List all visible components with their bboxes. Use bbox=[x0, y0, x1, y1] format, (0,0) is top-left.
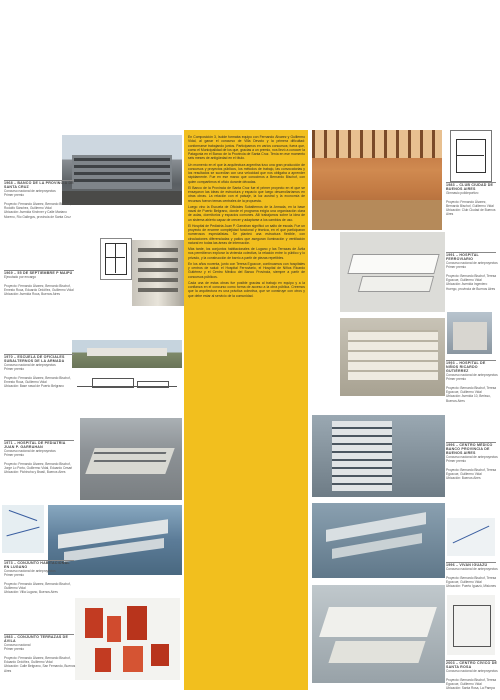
essay-paragraph: Más tarde, los conjuntos habitacionales de Lugano y las Terrazas de Ávila nos permitieron explorar la vivienda colectiva, la relación entre lo público y lo privado, y la construcción de barrio a partir de piezas repetibles. bbox=[188, 247, 305, 260]
photo-hospital-garrahan bbox=[80, 418, 182, 500]
caption-text: Concurso nacional de anteproyectos Proyecto: Bernardo Bischof, Teresa Egozcue, Guillermo Vidal Ubicación: Santa Rosa, La Pampa bbox=[446, 669, 498, 691]
caption-title: 1996 – VIVAN IGUAZÚ bbox=[446, 563, 488, 567]
drawing-santa-rosa-aerial bbox=[447, 595, 495, 655]
caption-text: Concurso nacional Primer premio Proyecto: Fernando Álvarez, Bernardo Bischof, Eduardo Ordóñez, Guillermo Vidal Ubicación: Calle Belgrano, San Fernando, Buenos Aires bbox=[4, 643, 76, 673]
drawing-gimnasio-plan bbox=[450, 130, 492, 182]
caption-text: Concurso nacional de anteproyectos Primer premio Proyecto: Fernando Álvarez, Bernardo Bischof, Rodolfo Sánchez, Guillermo Vidal Ubicación: Avenida Kirchner y Calle Mariano Moreno, Río Gallegos, provincia de Santa Cruz bbox=[4, 189, 71, 219]
caption-text: Concurso nacional de anteproyectos Primer premio Proyecto: Fernando Álvarez, Bernardo Bischof, Ernesto Roca, Guillermo Vidal Ubicación: Base naval de Puerto Belgrano bbox=[4, 363, 71, 389]
photo-gimnasio-interior bbox=[312, 130, 442, 230]
caption-text: Concurso nacional de anteproyectos Primer premio Proyecto: Bernardo Bischof, Teresa Egozcue, Guillermo Vidal Ubicación: Avenida Ingeniero Huergo, provincia de Buenos Aires bbox=[446, 261, 498, 291]
essay-paragraph: Un momento en el que la arquitectura argentina tuvo una gran producción de concursos y proyectos públicos, los métodos de trabajo, las convocatorias y los resultados se sucedían con una velocidad que nos obligaba a aprender rápidamente. Fue en ese marco que conocimos a Bernardo Bischof, con quien compartimos el oficio durante décadas. bbox=[188, 162, 305, 184]
caption-2003 bbox=[446, 658, 498, 690]
essay-paragraph: El Hospital de Pediatría Juan P. Garrahan significó un salto de escala. Fue un proyecto de enorme complejidad funcional y técnica, en el que participaron numerosos especialistas. Se planteó una estructura flexible, con circulaciones diferenciadas y patios que aseguran iluminación y ventilación natural en todas las áreas de internación. bbox=[188, 223, 305, 245]
caption-title: 1983 – CONJUNTO TERRAZAS DE ÁVILA bbox=[4, 635, 69, 643]
drawing-escuela-section bbox=[72, 372, 182, 398]
caption-text: Concurso nacional de anteproyectos Primer premio Proyecto: Bernardo Bischof, Teresa Egozcue, Guillermo Vidal Ubicación: Buenos Aires bbox=[446, 455, 498, 481]
caption-text: Concurso nacional de anteproyectos Primer premio Proyecto: Fernando Álvarez, Bernardo Bischof, Jorge Lo Porto, Guillermo Vidal, Eduardo Cesari Ubicación: Pichincha y Brasil, Buenos Aires bbox=[4, 449, 73, 475]
photo-centro-civico-santa-rosa bbox=[312, 585, 445, 683]
caption-1996-iguazu bbox=[446, 560, 498, 588]
caption-1973 bbox=[4, 558, 76, 595]
caption-1969 bbox=[4, 268, 76, 296]
essay-paragraph: Luego vino la Escuela de Oficiales Subalternos de la Armada, en la base naval de Puerto Belgrano, donde el programa exigía una organización clara de aulas, dormitorios y espacios comunes. Allí trabajamos sobre la idea de un sistema abierto capaz de crecer y adaptarse a los cambios de uso. bbox=[188, 204, 305, 222]
caption-title: 1970 – ESCUELA DE OFICIALES SUBALTERNOS DE LA ARMADA bbox=[4, 355, 65, 363]
caption-1996-centro-medico bbox=[446, 440, 498, 481]
caption-title: 2003 – CENTRO CÍVICO DE SANTA ROSA bbox=[446, 661, 498, 669]
photo-escuela-armada bbox=[72, 340, 182, 368]
caption-title: 1968 – BANCO DE LA PROVINCIA DE SANTA CRUZ bbox=[4, 181, 74, 189]
caption-title: 1991 – HOSPITAL FERROVIARIO bbox=[446, 253, 479, 261]
essay-paragraph: En Composición 3, Isolde formaba equipo con Fernando Álvarez y Guillermo Vidal, al ganar el concurso de Villa Devoto y la primera dificultad: conformarse trabajando juntos. Participamos en varios concursos; fuera que, como el Municipalidad de los que, gracias a un premio, nos llevó a conocer la Patagonia en el Banco de la Provincia de Santa Cruz. Tenía en ese momento seis meses de antigüedad en el título. bbox=[188, 135, 305, 161]
photo-plan-maipu bbox=[100, 238, 132, 280]
caption-text: Gimnasio polideportivo Proyecto: Fernando Álvarez, Bernardo Bischof, Guillermo Vidal Ubicación: Club Ciudad de Buenos Aires bbox=[446, 191, 496, 217]
photo-vivan-iguazu-model bbox=[312, 503, 445, 578]
caption-1983-club bbox=[446, 180, 498, 217]
essay-paragraph: Cada una de estas obras fue posible gracias al trabajo en equipo y a la confianza en el concurso como forma de acceso a la obra pública. Creemos que la arquitectura es una práctica colectiva, que se construye con otros y que debe estar al servicio de la comunidad. bbox=[188, 280, 305, 298]
essay-paragraph: En los años noventa, junto con Teresa Egozcue, continuamos con hospitales y centros de salud: el Hospital Ferroviario, el Hospital de Niños Ricardo Gutiérrez y el Centro Médico del Banco Provincia, siempre a partir de concursos públicos. bbox=[188, 261, 305, 279]
caption-title: 1996 – CENTRO MÉDICO BANCO PROVINCIA DE BUENOS AIRES bbox=[446, 443, 493, 455]
photo-centro-medico-banco bbox=[312, 415, 445, 497]
caption-text: Concurso nacional de anteproyectos Primer premio Proyecto: Bernardo Bischof, Teresa Egozcue, Guillermo Vidal Ubicación: Avenida 10, Berisso, Buenos Aires bbox=[446, 373, 498, 403]
caption-title: 1973 – CONJUNTO HABITACIONAL EN LUGANO bbox=[4, 561, 70, 569]
photo-banco-santa-cruz bbox=[62, 135, 182, 205]
essay-paragraph: El Banco de la Provincia de Santa Cruz fue el primer proyecto en el que se ensayaron las ideas de estructura y espacio que luego desarrollaríamos en otras obras. La relación con el paisaje, la luz austral y la economía de recursos fueron temas centrales de la propuesta. bbox=[188, 185, 305, 203]
caption-1993 bbox=[446, 358, 498, 403]
caption-1991 bbox=[446, 250, 498, 291]
caption-text: Concurso nacional de anteproyectos Primer premio Proyecto: Fernando Álvarez, Bernardo Bischof, Guillermo Vidal Ubicación: Villa Lugano, Buenos Aires bbox=[4, 569, 71, 595]
photo-terrazas-avila-model bbox=[75, 598, 180, 680]
caption-title: 1969 – 55 DE SEPTIEMBRE P MAIPÚ bbox=[4, 271, 73, 275]
drawing-vivan-iguazu-site bbox=[447, 518, 495, 556]
caption-title: 1983 – CLUB CIUDAD DE BUENOS AIRES bbox=[446, 183, 494, 191]
photo-hospital-gutierrez-exterior bbox=[447, 312, 492, 354]
caption-1983-terrazas bbox=[4, 632, 76, 673]
photo-facade-maipu bbox=[132, 240, 184, 306]
caption-1971 bbox=[4, 438, 76, 475]
caption-title: 1993 – HOSPITAL DE NIÑOS RICARDO GUTIÉRREZ bbox=[446, 361, 486, 373]
caption-text: Concurso nacional de anteproyectos Proyecto: Bernardo Bischof, Teresa Egozcue, Guillermo Vidal Ubicación: Puerto Iguazú, Misiones bbox=[446, 567, 498, 589]
photo-hospital-gutierrez-model bbox=[340, 318, 445, 396]
essay-text bbox=[188, 135, 305, 685]
photo-hospital-ferroviario-model bbox=[340, 232, 445, 312]
drawing-lugano-site-plan bbox=[2, 505, 44, 553]
caption-1970 bbox=[4, 352, 76, 389]
caption-text: Ejecutado por encargo Proyecto: Fernando Álvarez, Bernardo Bischof, Ernesto Roca, Eduardo Ordóñez, Guillermo Vidal Ubicación: Avenida Roca, Buenos Aires bbox=[4, 275, 74, 297]
caption-title: 1971 – HOSPITAL DE PEDIATRÍA JUAN P. GARRAHAN bbox=[4, 441, 66, 449]
caption-1968 bbox=[4, 178, 76, 219]
